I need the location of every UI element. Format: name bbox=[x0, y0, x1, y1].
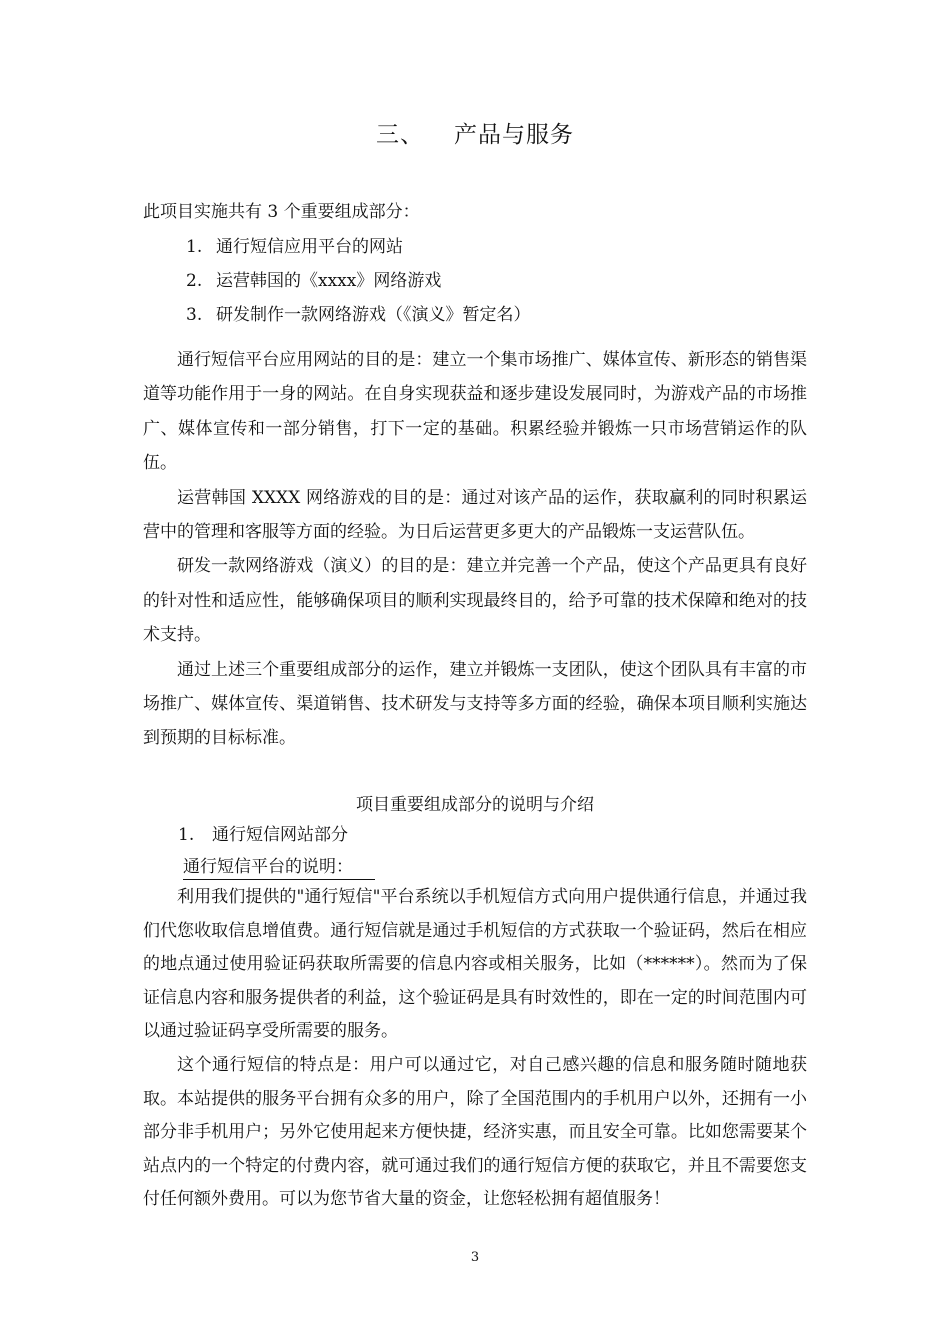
section-number: 三、 bbox=[376, 122, 424, 148]
paragraph: 通行短信平台应用网站的目的是：建立一个集市场推广、媒体宣传、新形态的销售渠道等功能作用于一身的网站。在自身实现获益和逐步建设发展同时，为游戏产品的市场推广、媒体宣传和一部分销售，打下一定的基础。积累经验并锻炼一只市场营销运作的队伍。 bbox=[143, 350, 807, 474]
purpose-paragraphs bbox=[143, 343, 807, 756]
list-item-text: 研发制作一款网络游戏（《演义》暂定名） bbox=[216, 305, 531, 325]
list-item-text: 通行短信应用平台的网站 bbox=[216, 237, 403, 257]
component-list bbox=[186, 230, 531, 332]
paragraph: 利用我们提供的"通行短信"平台系统以手机短信方式向用户提供通行信息，并通过我们代您收取信息增值费。通行短信就是通过手机短信的方式获取一个验证码，然后在相应的地点通过使用验证码获取所需要的信息内容或相关服务，比如（******）。然而为了保证信息内容和服务提供者的利益，这个验证码是具有时效性的，即在一定的时间范围内可以通过验证码享受所需要的服务。 bbox=[143, 887, 807, 1042]
subsection-item-text: 通行短信网站部分 bbox=[212, 825, 348, 845]
list-item-text: 运营韩国的《xxxx》网络游戏 bbox=[216, 271, 442, 291]
list-item bbox=[186, 298, 531, 332]
page-number: 3 bbox=[470, 1250, 480, 1265]
list-item-number: 2. bbox=[186, 271, 203, 291]
paragraph: 这个通行短信的特点是：用户可以通过它，对自己感兴趣的信息和服务随时随地获取。本站提供的服务平台拥有众多的用户，除了全国范围内的手机用户以外，还拥有一小部分非手机用户；另外它使用起来方便快捷，经济实惠，而且安全可靠。比如您需要某个站点内的一个特定的付费内容，就可通过我们的通行短信方便的获取它，并且不需要您支付任何额外费用。可以为您节省大量的资金，让您轻松拥有超值服务！ bbox=[143, 1054, 807, 1210]
subsection-title: 项目重要组成部分的说明与介绍 bbox=[356, 795, 594, 815]
list-item-number: 1. bbox=[186, 237, 203, 257]
section-title: 产品与服务 bbox=[454, 122, 574, 148]
paragraph: 研发一款网络游戏（演义）的目的是：建立并完善一个产品，使这个产品更具有良好的针对性和适应性，能够确保项目的顺利实现最终目的，给予可靠的技术保障和绝对的技术支持。 bbox=[143, 556, 807, 646]
paragraph: 通过上述三个重要组成部分的运作，建立并锻炼一支团队，使这个团队具有丰富的市场推广、媒体宣传、渠道销售、技术研发与支持等多方面的经验，确保本项目顺利实施达到预期的目标标准。 bbox=[143, 659, 807, 749]
subsection-item bbox=[178, 820, 348, 845]
subsection-item-number: 1. bbox=[178, 825, 195, 845]
list-item bbox=[186, 230, 531, 264]
paragraph: 运营韩国 XXXX 网络游戏的目的是：通过对该产品的运作，获取赢利的同时积累运营中的管理和客服等方面的经验。为日后运营更多更大的产品锻炼一支运营队伍。 bbox=[143, 487, 807, 543]
underlined-subtitle: 通行短信平台的说明： bbox=[183, 852, 375, 880]
list-item bbox=[186, 264, 531, 298]
intro-text: 此项目实施共有 3 个重要组成部分： bbox=[143, 202, 420, 222]
list-item-number: 3. bbox=[186, 305, 203, 325]
sms-description-paragraphs bbox=[143, 881, 807, 1217]
section-heading bbox=[0, 116, 950, 149]
